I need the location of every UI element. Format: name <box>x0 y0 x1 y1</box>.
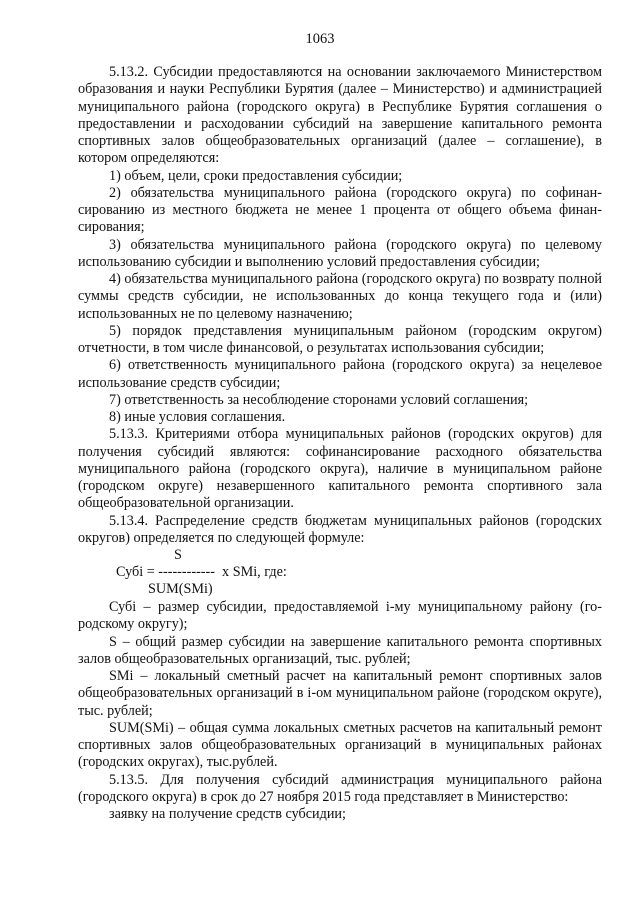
list-item-7: 7) ответственность за несоблюдение сторонами условий соглашения; <box>109 391 529 408</box>
paragraph-5-13-2: 5.13.2. Субсидии предоставляются на основании заключаемого Министерством образования и науки Республики Бурятия (далее – Министерство) и администрацией муниципального района (городского округа) в Республике Бурятия соглашения о предоставлении и расходовании субсидий на завершение капитального ремонта спортивных залов общеобразовательных организаций (далее – соглашение), в котором определяются: <box>78 64 602 167</box>
paragraph-5-13-5: 5.13.5. Для получения субсидий администрация муниципального района (городского округа) в срок до 27 ноября 2015 года представляет в Министерство: <box>78 771 602 805</box>
list-item-1: 1) объем, цели, сроки предоставления субсидии; <box>109 167 403 184</box>
list-item-6: 6) ответственность муниципального района (городского округа) за нецелевое использование средств субсидии; <box>78 357 602 391</box>
list-item-3: 3) обязательства муниципального района (городского округа) по целевому использованию субсидии и выполнению условий предоставления субсидии; <box>78 236 602 270</box>
document-body <box>78 64 602 823</box>
definition-subi: Субi – размер субсидии, предоставляемой i-му муниципальному району (городскому округу); <box>78 599 602 633</box>
definition-s: S – общий размер субсидии на завершение капитального ремонта спортивных залов общеобразовательных организаций, тыс. рублей; <box>78 633 602 667</box>
definition-smi: SMi – локальный сметный расчет на капитальный ремонт спортивных залов общеобразовательных организаций в i-ом муниципальном районе (городском округе), тыс. рублей; <box>78 668 602 719</box>
formula-line: Субi = ------------ x SMi, где: <box>116 564 287 580</box>
paragraph-5-13-4: 5.13.4. Распределение средств бюджетам муниципальных районов (городских округов) определяется по следующей формуле: <box>78 512 602 546</box>
distribution-formula <box>78 547 602 599</box>
list-item-4: 4) обязательства муниципального района (городского округа) по возврату полной суммы средств субсидии, не использованных до конца текущего года и (или) использованных не по целевому назначению; <box>78 271 602 322</box>
list-item-2: 2) обязательства муниципального района (городского округа) по софинансированию из местного бюджета не менее 1 процента от общего объема финансирования; <box>78 184 602 236</box>
list-item-8: 8) иные условия соглашения. <box>109 409 286 425</box>
formula-numerator: S <box>174 547 182 563</box>
formula-denominator: SUM(SMi) <box>148 581 213 597</box>
list-item-5: 5) порядок представления муниципальным районом (городским округом) отчетности, в том числе финансовой, о результатах использования субсидии; <box>78 322 602 356</box>
definition-sum-smi: SUM(SMi) – общая сумма локальных сметных расчетов на капитальный ремонт спортивных залов общеобразовательных организаций в муниципальных районах (городских округах), тыс.рублей. <box>78 719 602 771</box>
paragraph-5-13-3: 5.13.3. Критериями отбора муниципальных районов (городских округов) для получения субсидий являются: софинансирование расходного обязательства муниципального района (городского округа), наличие в муниципальном районе (городском округе) незавершенного капитального ремонта спортивного зала общеобразовательной организации. <box>78 426 602 512</box>
paragraph-application: заявку на получение средств субсидии; <box>109 806 346 822</box>
page-number: 1063 <box>305 31 335 47</box>
